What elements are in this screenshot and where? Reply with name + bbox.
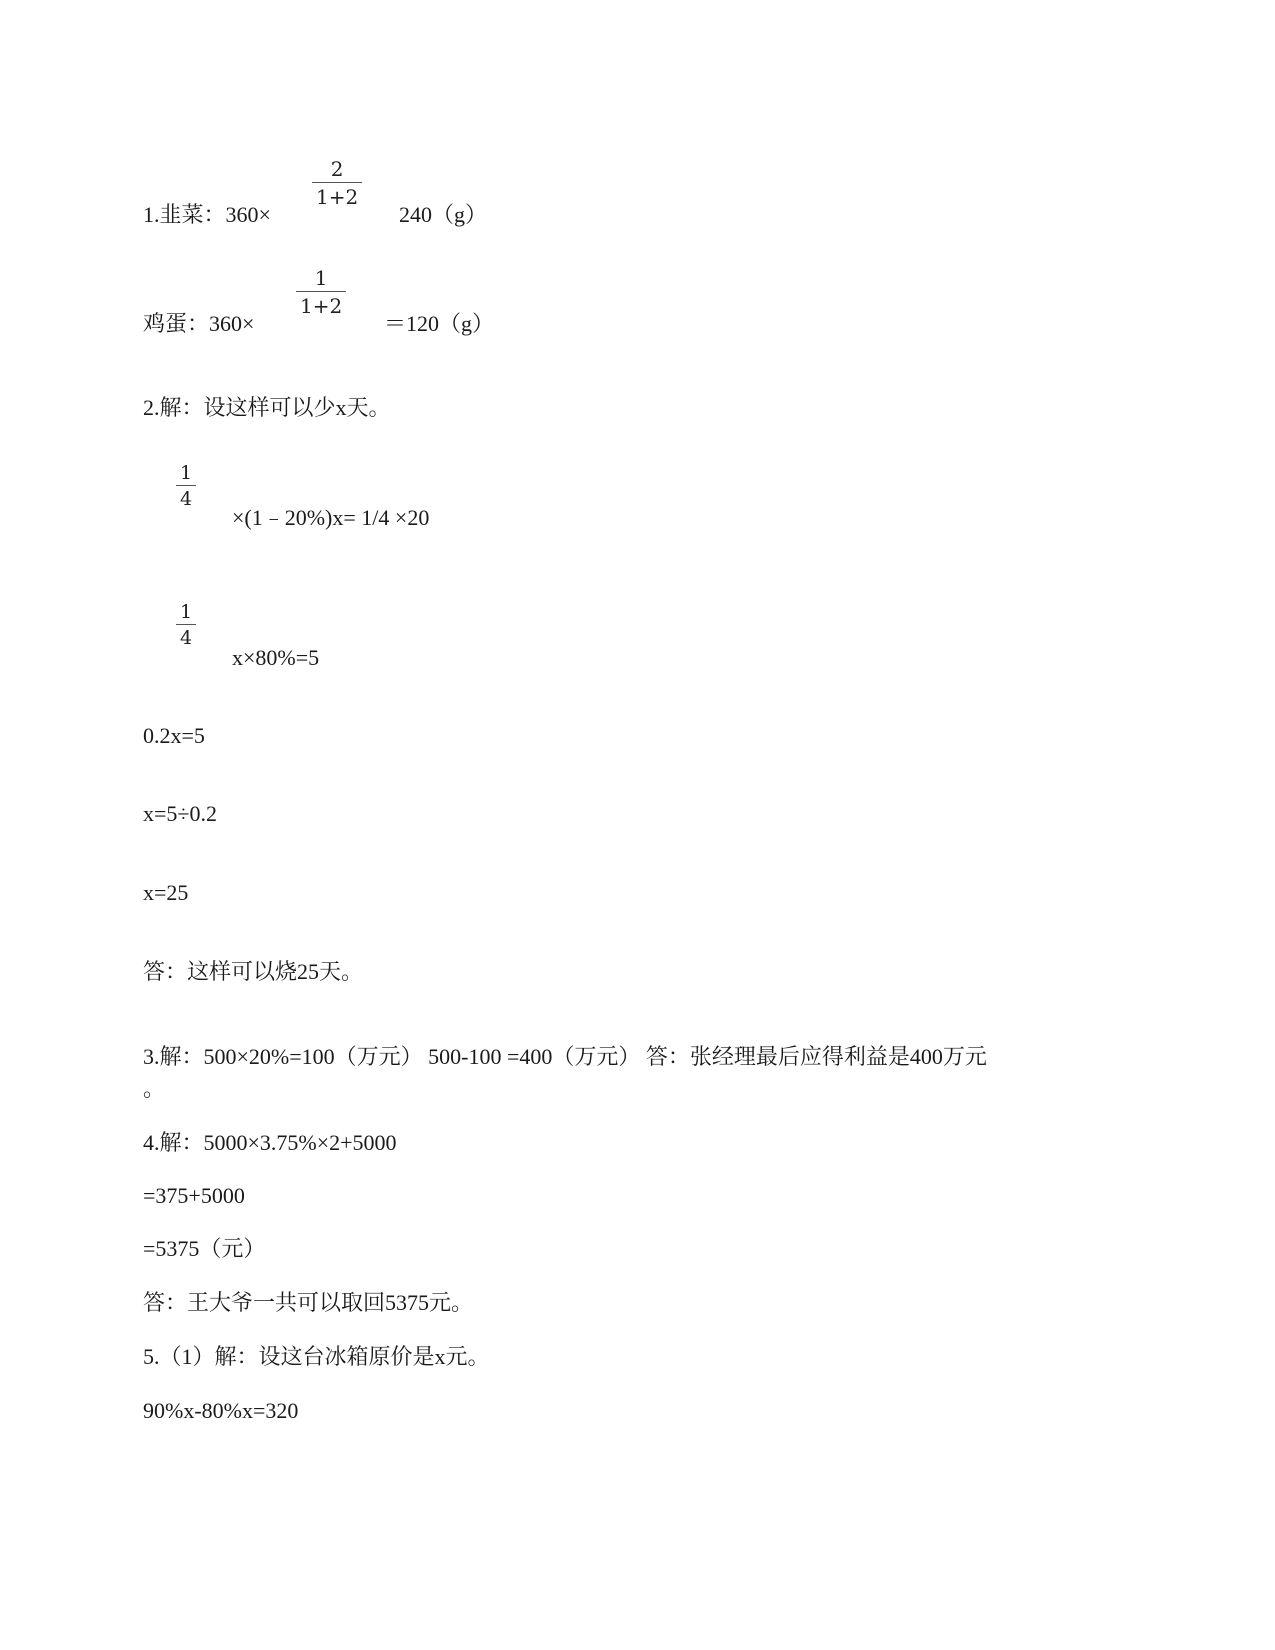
q2-step5: x=25 xyxy=(143,880,189,905)
q2-eq1-text: ×(1﹣20%)x= 1/4 ×20 xyxy=(232,505,430,530)
q1-line2-prefix: 鸡蛋：360× xyxy=(143,311,255,336)
q1-line2-fraction xyxy=(296,266,346,318)
q2-eq2-fraction xyxy=(176,601,196,649)
q1-line2-suffix: ＝120（g） xyxy=(384,311,495,336)
q1-line1-suffix: 240（g） xyxy=(399,202,488,227)
fraction-denominator: 4 xyxy=(180,488,193,510)
q4-line3: =5375（元） xyxy=(143,1236,266,1261)
fraction-denominator: 4 xyxy=(180,627,193,649)
q2-step3: 0.2x=5 xyxy=(143,723,205,748)
fraction-bar xyxy=(176,485,196,486)
q1-line1-prefix: 1.韭菜：360× xyxy=(143,202,271,227)
fraction-numerator: 2 xyxy=(330,157,344,181)
fraction-denominator: 1+2 xyxy=(316,185,359,209)
fraction-denominator: 1+2 xyxy=(300,294,343,318)
q3-line: 3.解：500×20%=100（万元） 500-100 =400（万元） 答：张经理最后应得利益是400万元 xyxy=(143,1044,987,1069)
q2-eq1-fraction xyxy=(176,462,196,510)
q4-line1: 4.解：5000×3.75%×2+5000 xyxy=(143,1130,397,1155)
q5-line1: 5.（1）解：设这台冰箱原价是x元。 xyxy=(143,1344,490,1369)
q3-wrap: 。 xyxy=(143,1076,166,1101)
q4-line2: =375+5000 xyxy=(143,1183,245,1208)
q2-intro: 2.解：设这样可以少x天。 xyxy=(143,395,391,420)
q4-answer: 答：王大爷一共可以取回5375元。 xyxy=(143,1290,474,1315)
fraction-numerator: 1 xyxy=(180,462,193,484)
fraction-bar xyxy=(296,291,346,292)
q2-eq2-text: x×80%=5 xyxy=(232,645,320,670)
q2-answer: 答：这样可以烧25天。 xyxy=(143,959,364,984)
q2-step4: x=5÷0.2 xyxy=(143,801,217,826)
fraction-bar xyxy=(312,182,362,183)
fraction-numerator: 1 xyxy=(314,266,328,290)
q1-line1-fraction xyxy=(312,157,362,209)
fraction-bar xyxy=(176,624,196,625)
fraction-numerator: 1 xyxy=(180,601,193,623)
q5-line2: 90%x-80%x=320 xyxy=(143,1398,299,1423)
